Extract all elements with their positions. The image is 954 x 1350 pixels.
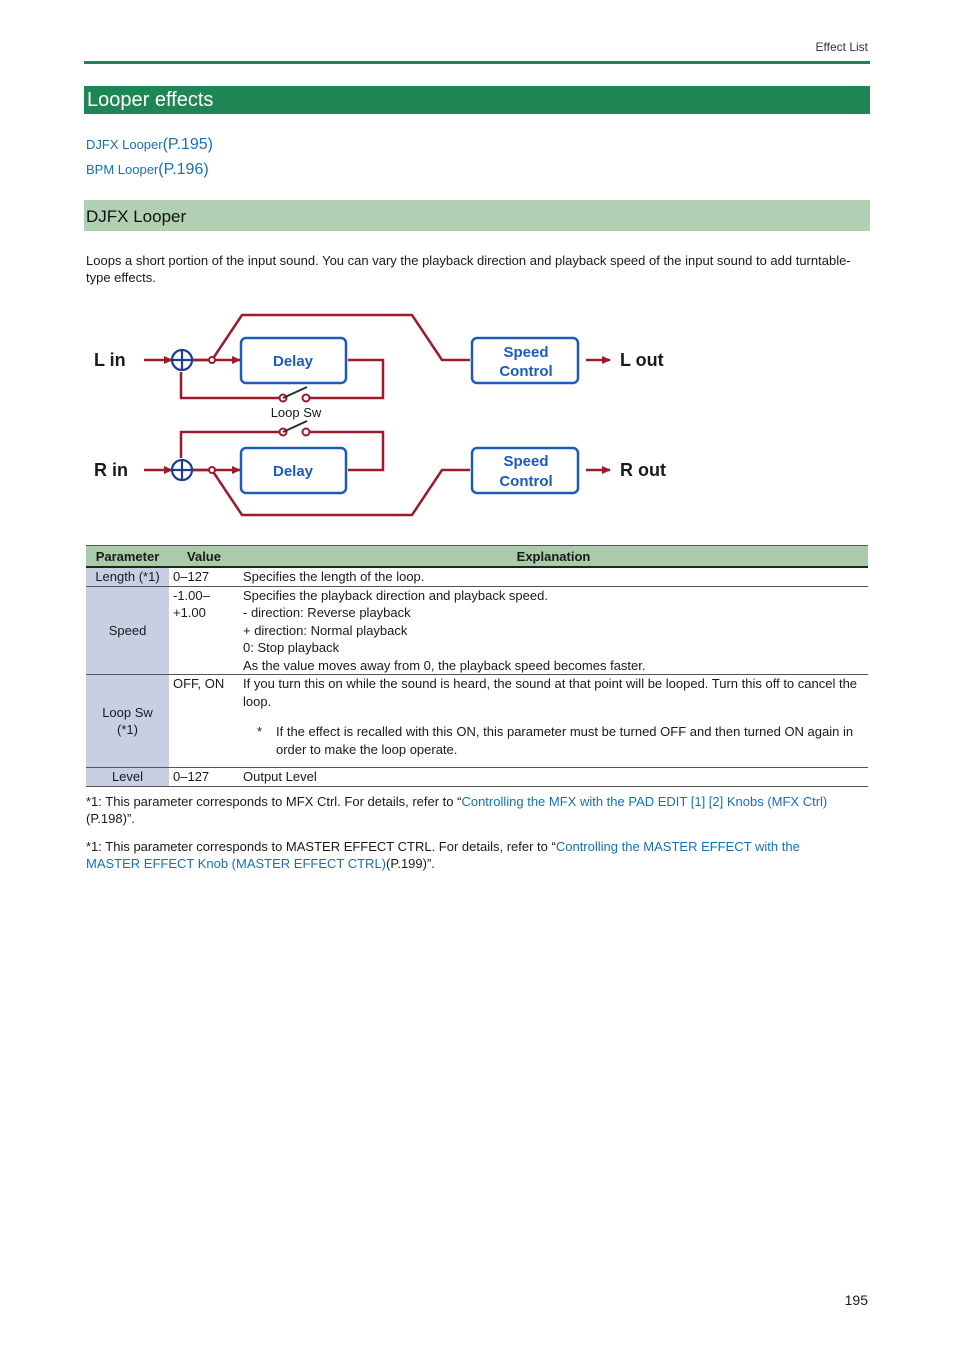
param-explanation: If you turn this on while the sound is heard, the sound at that point will be looped. Turn this off to cancel the loop. * If the effect is recalled with this ON, this parameter must be turned OFF and then turned ON again in order to make the loop operate. — [239, 675, 868, 768]
footnote-master-effect-ctrl: *1: This parameter corresponds to MASTER EFFECT CTRL. For details, refer to “Controlling the MASTER EFFECT with the MASTER EFFECT Knob (MASTER EFFECT CTRL)(P.199)”. — [86, 839, 800, 871]
footnote-link[interactable]: Controlling the MASTER EFFECT with the MASTER EFFECT Knob (MASTER EFFECT CTRL) — [86, 839, 800, 871]
l-speed-label: Speed — [503, 344, 549, 361]
header-rule — [84, 61, 870, 64]
param-name: Level — [86, 768, 169, 787]
l-control-label: Control — [499, 363, 553, 380]
signal-flow-diagram — [84, 300, 684, 525]
r-mix-node — [172, 460, 192, 480]
section-title: Looper effects — [84, 86, 870, 114]
footnote-mfx-ctrl: *1: This parameter corresponds to MFX Ctrl. For details, refer to “Controlling the MFX with the PAD EDIT [1] [2] Knobs (MFX Ctrl)(P.198)”. — [86, 794, 828, 826]
link-page[interactable]: (P.196) — [158, 161, 209, 178]
subsection-title: DJFX Looper — [84, 200, 870, 231]
param-explanation: Specifies the playback direction and playback speed. - direction: Reverse playback + direction: Normal playback 0: Stop playback As the value moves away from 0, the playback speed becomes faster. — [243, 587, 646, 673]
footnote-link[interactable]: Controlling the MFX with the PAD EDIT [1] [2] Knobs (MFX Ctrl) — [461, 794, 828, 809]
r-delay-label: Delay — [272, 463, 314, 480]
param-name: Length (*1) — [86, 567, 169, 586]
loop-sw-label: Loop Sw — [270, 405, 322, 420]
r-out-label: R out — [620, 460, 666, 480]
parameter-table — [86, 545, 868, 787]
note-mark: * — [257, 724, 263, 739]
param-note — [243, 723, 864, 758]
param-explanation: Output Level — [243, 769, 317, 784]
table-header-row — [86, 546, 868, 568]
header-section-label: Effect List — [815, 40, 868, 54]
r-in-label: R in — [94, 460, 128, 480]
l-out-label: L out — [620, 350, 664, 370]
note-text: If the effect is recalled with this ON, this parameter must be turned OFF and then turned ON again in order to make the loop operate. — [276, 724, 854, 757]
table-row-length — [86, 567, 868, 586]
table-row-level — [86, 768, 868, 787]
l-in-label: L in — [94, 350, 126, 370]
r-control-label: Control — [499, 473, 553, 490]
l-mix-node — [172, 350, 192, 370]
link-page[interactable]: (P.195) — [162, 136, 213, 153]
header-explanation: Explanation — [239, 546, 868, 568]
param-name: Speed — [86, 586, 169, 675]
link-bpm-looper[interactable] — [86, 160, 213, 185]
param-value: 0–127 — [173, 569, 210, 584]
page-number: 195 — [844, 1292, 868, 1308]
header-parameter: Parameter — [86, 546, 169, 568]
link-djfx-looper[interactable] — [86, 135, 213, 160]
param-value: OFF, ON — [173, 676, 225, 691]
param-explanation: Specifies the length of the loop. — [243, 569, 425, 584]
table-row-speed — [86, 586, 868, 675]
table-row-loop-sw — [86, 675, 868, 768]
r-speed-label: Speed — [503, 453, 549, 470]
param-name: Loop Sw (*1) — [86, 675, 169, 768]
link-label[interactable]: DJFX Looper — [86, 137, 163, 152]
header-value: Value — [169, 546, 239, 568]
section-link-list — [86, 135, 213, 185]
l-delay-label: Delay — [272, 353, 314, 370]
subsection-description: Loops a short portion of the input sound. You can vary the playback direction and playback speed of the input sound to add turntable-type effects. — [86, 253, 851, 285]
link-label[interactable]: BPM Looper — [86, 162, 159, 177]
param-value: -1.00– +1.00 — [173, 587, 210, 620]
param-value: 0–127 — [173, 769, 210, 784]
